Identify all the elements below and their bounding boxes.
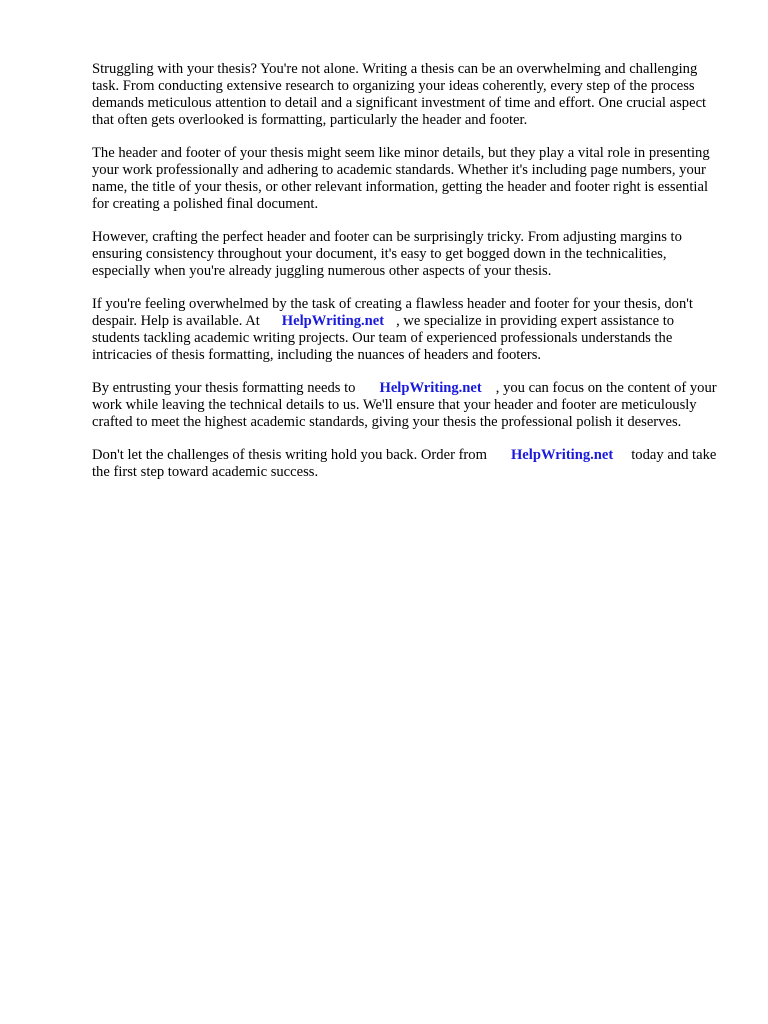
paragraph-text: , we specialize in providing expert assistance to students tackling academic writing projects. Our team of experienced professionals understands the intricacies of thesis formatting, including the nuances of headers and footers. [92, 313, 675, 363]
document-page [92, 61, 722, 497]
paragraph-text: , you can focus on the content of your work while leaving the technical details to us. We'll ensure that your header and footer are meticulously crafted to meet the highest academic standards, giving your thesis the professional polish it deserves. [92, 380, 717, 430]
helpwriting-link[interactable]: HelpWriting.net [510, 447, 614, 463]
paragraph-text: By entrusting your thesis formatting needs to [92, 380, 356, 396]
paragraph-header-footer-importance: The header and footer of your thesis might seem like minor details, but they play a vital role in presenting your work professionally and adhering to academic standards. Whether it's including page numbers, your name, the title of your thesis, or other relevant information, getting the header and footer right is essential for creating a polished final document. [92, 145, 710, 212]
paragraph-entrust [92, 380, 722, 431]
paragraph-call-to-action [92, 447, 722, 481]
helpwriting-link[interactable]: HelpWriting.net [281, 313, 385, 329]
paragraph-text: If you're feeling overwhelmed by the task of creating a flawless header and footer for your thesis, don't despair. Help is available. At [92, 296, 693, 329]
paragraph-formatting-difficulty: However, crafting the perfect header and footer can be surprisingly tricky. From adjusting margins to ensuring consistency throughout your document, it's easy to get bogged down in the technicalities, especially when you're already juggling numerous other aspects of your thesis. [92, 229, 682, 279]
paragraph-text: Don't let the challenges of thesis writing hold you back. Order from [92, 447, 487, 463]
paragraph-text: today and take the first step toward academic success. [92, 447, 717, 480]
paragraph-intro: Struggling with your thesis? You're not alone. Writing a thesis can be an overwhelming and challenging task. From conducting extensive research to organizing your ideas coherently, every step of the process demands meticulous attention to detail and a significant investment of time and effort. One crucial aspect that often gets overlooked is formatting, particularly the header and footer. [92, 61, 707, 128]
helpwriting-link[interactable]: HelpWriting.net [379, 380, 482, 396]
paragraph-help-available [92, 296, 722, 364]
